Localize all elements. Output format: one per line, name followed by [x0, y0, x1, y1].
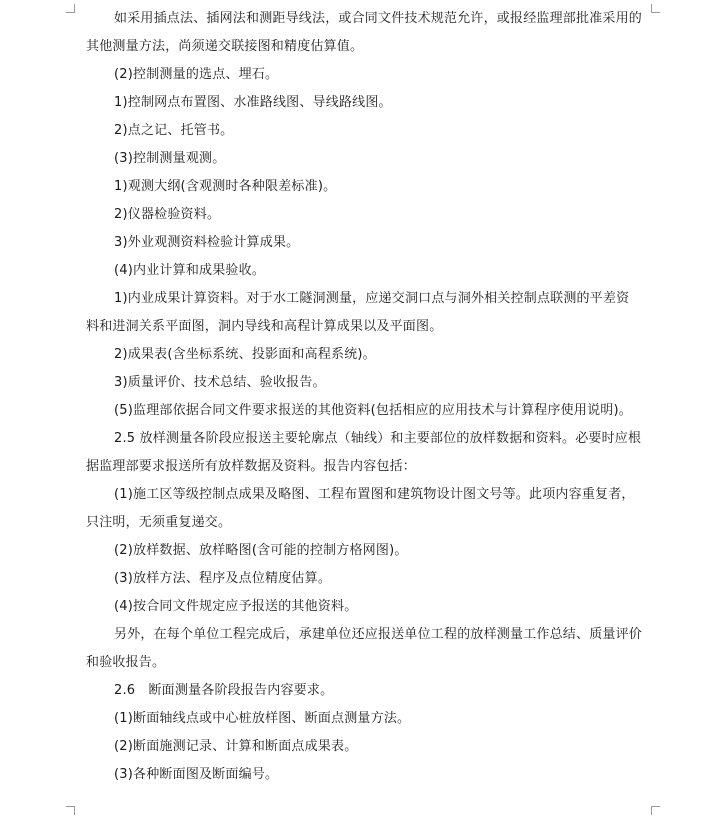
- list-item: (1)断面轴线点或中心桩放样图、断面点测量方法。: [114, 711, 411, 726]
- paragraph-unit-summary: 另外，在每个单位工程完成后，承建单位还应报送单位工程的放样测量工作总结、质量评价和验收报告。: [86, 627, 643, 670]
- list-item: 1)内业成果计算资料。对于水工隧洞测量，应递交洞口点与洞外相关控制点联测的平差资料和进洞关系平面图，洞内导线和高程计算成果以及平面图。: [86, 291, 630, 334]
- page-corner-mark-top-left: [66, 4, 75, 13]
- heading-control-point-selection: (2)控制测量的选点、埋石。: [114, 67, 279, 82]
- list-item: 3)外业观测资料检验计算成果。: [114, 235, 300, 250]
- heading-control-observation: (3)控制测量观测。: [114, 151, 226, 166]
- list-item: 2)仪器检验资料。: [114, 207, 221, 222]
- page-corner-mark-bottom-right: [651, 806, 660, 815]
- paragraph-measurement-methods: 如采用插点法、插网法和测距导线法，或合同文件技术规范允许，或报经监理部批准采用的其他测量方法，尚须递交联接图和精度估算值。: [86, 11, 643, 54]
- page-corner-mark-top-right: [651, 4, 660, 13]
- heading-office-calculation: (4)内业计算和成果验收。: [114, 263, 266, 278]
- list-item: (1)施工区等级控制点成果及略图、工程布置图和建筑物设计图文号等。此项内容重复者，只注明，无须重复递交。: [86, 487, 635, 530]
- list-item: (4)按合同文件规定应予报送的其他资料。: [114, 599, 358, 614]
- page-corner-mark-bottom-left: [66, 806, 75, 815]
- section-2-5-heading: 2.5 放样测量各阶段应报送主要轮廓点（轴线）和主要部位的放样数据和资料。必要时应根据监理部要求报送所有放样数据及资料。报告内容包括：: [86, 431, 642, 474]
- list-item: 2)成果表(含坐标系统、投影面和高程系统)。: [114, 347, 376, 362]
- list-item: (3)各种断面图及断面编号。: [114, 767, 279, 782]
- list-item: 2)点之记、托管书。: [114, 123, 234, 138]
- document-body: [86, 5, 642, 789]
- list-item: (2)断面施测记录、计算和断面点成果表。: [114, 739, 358, 754]
- list-item: 1)观测大纲(含观测时各种限差标准)。: [114, 179, 337, 194]
- list-item: 1)控制网点布置图、水准路线图、导线路线图。: [114, 95, 392, 110]
- list-item: 3)质量评价、技术总结、验收报告。: [114, 375, 326, 390]
- list-item: (2)放样数据、放样略图(含可能的控制方格网图)。: [114, 543, 408, 558]
- list-item: (3)放样方法、程序及点位精度估算。: [114, 571, 332, 586]
- heading-other-materials: (5)监理部依据合同文件要求报送的其他资料(包括相应的应用技术与计算程序使用说明)。: [114, 403, 632, 418]
- section-2-6-heading: 2.6 断面测量各阶段报告内容要求。: [114, 683, 334, 698]
